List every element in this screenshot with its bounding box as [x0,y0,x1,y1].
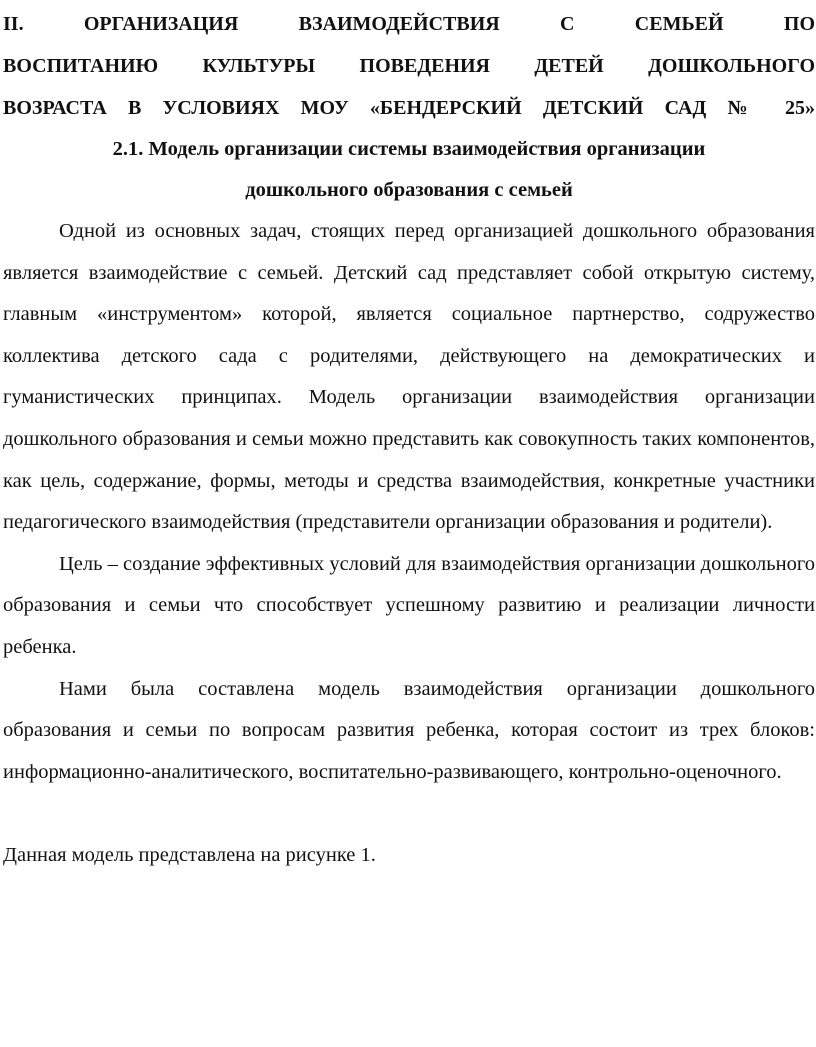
section-heading-line-1: 2.1. Модель организации системы взаимодействия организации [112,138,706,160]
paragraph-model: Нами была составлена модель взаимодействия организации дошкольного образования и семьи по вопросам развития ребенка, которая состоит из трех блоков: информационно-аналитического, воспитательно-развивающего, контрольно-оценочного. [3,677,815,783]
chapter-heading [3,0,815,129]
chapter-heading-line-2: ВОСПИТАНИЮ КУЛЬТУРЫ ПОВЕДЕНИЯ ДЕТЕЙ ДОШКОЛЬНОГО [3,55,815,77]
paragraph-intro: Одной из основных задач, стоящих перед организацией дошкольного образования является взаимодействие с семьей. Детский сад представляет собой открытую систему, главным «инструментом» которой, является социальное партнерство, содружество коллектива детского сада с родителями, действующего на демократических и гуманистических принципах. Модель организации взаимодействия организации дошкольного образования и семьи можно представить как совокупность таких компонентов, как цель, содержание, формы, методы и средства взаимодействия, конкретные участники педагогического взаимодействия (представители организации образования и родители). [3,220,815,534]
spacer [3,793,815,835]
section-heading [3,129,815,211]
chapter-heading-line-1: II. ОРГАНИЗАЦИЯ ВЗАИМОДЕЙСТВИЯ С СЕМЬЕЙ ПО [3,13,815,35]
paragraph-goal: Цель – создание эффективных условий для взаимодействия организации дошкольного образования и семьи что способствует успешному развитию и реализации личности ребенка. [3,552,815,658]
chapter-heading-line-3: ВОЗРАСТА В УСЛОВИЯХ МОУ «БЕНДЕРСКИЙ ДЕТСКИЙ САД № 25» [3,97,815,119]
section-heading-line-2: дошкольного образования с семьей [245,179,573,201]
figure-reference: Данная модель представлена на рисунке 1. [3,844,376,867]
